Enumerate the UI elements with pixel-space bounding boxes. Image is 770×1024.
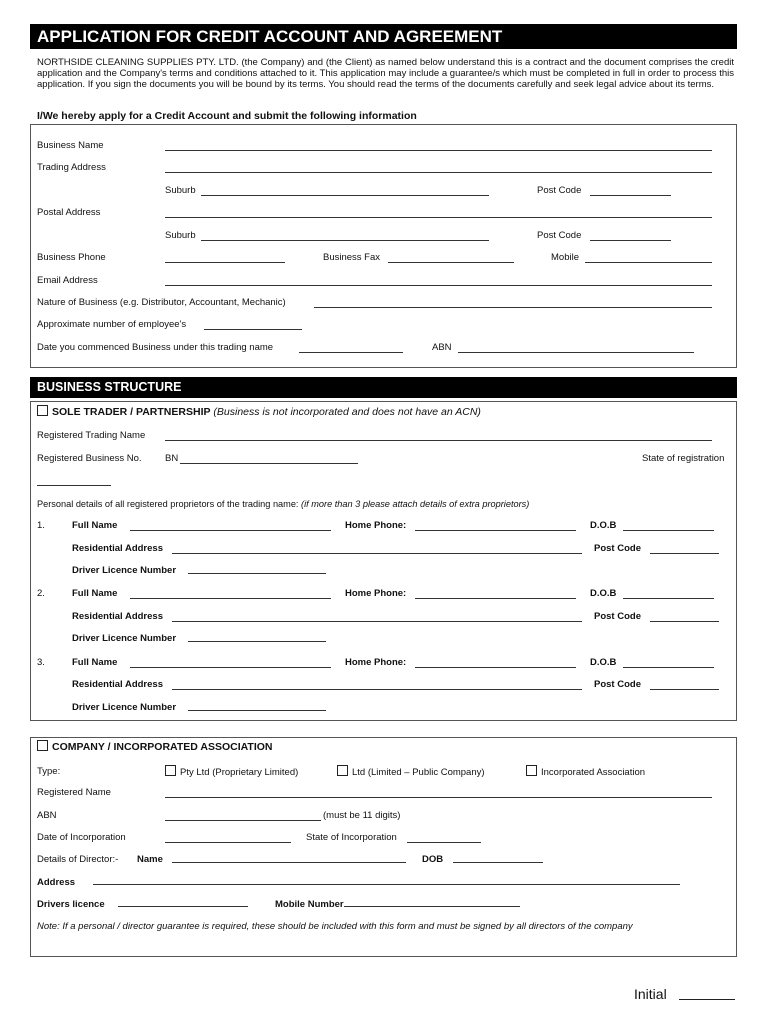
- employees-label: Approximate number of employee's: [37, 319, 187, 330]
- business-fax-field[interactable]: [388, 262, 514, 263]
- pty-option[interactable]: [165, 765, 298, 779]
- email-field[interactable]: [165, 285, 712, 286]
- business-phone-label: Business Phone: [37, 252, 106, 263]
- director-name-field[interactable]: [172, 862, 406, 863]
- trading-post-code-field[interactable]: [590, 195, 671, 196]
- business-fax-label: Business Fax: [323, 252, 381, 263]
- business-name-field[interactable]: [165, 150, 712, 151]
- bn-field[interactable]: [180, 463, 358, 464]
- dob-label: D.O.B: [590, 588, 617, 599]
- full-name-label: Full Name: [72, 588, 118, 599]
- postal-address-field[interactable]: [165, 217, 712, 218]
- intro-paragraph: NORTHSIDE CLEANING SUPPLIES PTY. LTD. (the Company) and (the Client) as named below understand this is a contract and the document comprises the credit application and the Company's terms and conditions attached to it. This application may include a guarantee/s which must be completed in full in order to process this application. If you sign the documents you will be bound by its terms. You should read the terms of the documents carefully and seek legal advice about its terms.: [37, 57, 734, 91]
- home-phone-field[interactable]: [415, 667, 576, 668]
- full-name-field[interactable]: [130, 667, 331, 668]
- full-name-label: Full Name: [72, 520, 118, 531]
- mobile-number-field[interactable]: [344, 906, 520, 907]
- ltd-label: Ltd (Limited – Public Company): [352, 767, 485, 778]
- registered-business-no-label: Registered Business No.: [37, 453, 142, 464]
- home-phone-field[interactable]: [415, 530, 576, 531]
- residential-address-field[interactable]: [172, 553, 582, 554]
- suburb-label: Suburb: [165, 185, 196, 196]
- residential-address-label: Residential Address: [72, 611, 163, 622]
- dob-field[interactable]: [623, 530, 714, 531]
- director-dob-field[interactable]: [453, 862, 543, 863]
- state-of-incorporation-field[interactable]: [407, 842, 481, 843]
- director-dob-label: DOB: [422, 854, 444, 865]
- sole-trader-title-row: [37, 405, 481, 419]
- postal-post-code-label: Post Code: [537, 230, 582, 241]
- director-address-label: Address: [37, 877, 76, 888]
- trading-address-label: Trading Address: [37, 162, 106, 173]
- postal-suburb-field[interactable]: [201, 240, 489, 241]
- business-phone-field[interactable]: [165, 262, 285, 263]
- mobile-number-label: Mobile Number: [275, 899, 344, 910]
- sole-trader-title: SOLE TRADER / PARTNERSHIP: [52, 406, 211, 418]
- registered-name-field[interactable]: [165, 797, 712, 798]
- company-abn-field[interactable]: [165, 820, 321, 821]
- trading-suburb-field[interactable]: [201, 195, 489, 196]
- initial-label: Initial: [634, 986, 667, 1002]
- residential-address-label: Residential Address: [72, 543, 163, 554]
- sole-trader-note: (Business is not incorporated and does not have an ACN): [213, 406, 481, 418]
- proprietor-number: 1.: [37, 520, 45, 531]
- home-phone-field[interactable]: [415, 598, 576, 599]
- inc-checkbox[interactable]: [526, 765, 537, 776]
- residential-address-field[interactable]: [172, 689, 582, 690]
- inc-label: Incorporated Association: [541, 767, 646, 778]
- business-details-box: [30, 124, 737, 368]
- mobile-field[interactable]: [585, 262, 712, 263]
- post-code-label: Post Code: [537, 185, 582, 196]
- driver-licence-field[interactable]: [188, 641, 326, 642]
- drivers-licence-label: Drivers licence: [37, 899, 105, 910]
- post-code-field[interactable]: [650, 553, 719, 554]
- full-name-field[interactable]: [130, 598, 331, 599]
- pty-checkbox[interactable]: [165, 765, 176, 776]
- date-of-incorporation-field[interactable]: [165, 842, 291, 843]
- director-address-field[interactable]: [93, 884, 680, 885]
- sole-trader-box: [30, 401, 737, 721]
- proprietor-number: 2.: [37, 588, 45, 599]
- home-phone-label: Home Phone:: [345, 657, 407, 668]
- state-of-incorporation-label: State of Incorporation: [306, 832, 397, 843]
- post-code-field[interactable]: [650, 621, 719, 622]
- bn-label: BN: [165, 453, 179, 464]
- form-title: APPLICATION FOR CREDIT ACCOUNT AND AGREEMENT: [30, 24, 737, 49]
- business-structure-heading: BUSINESS STRUCTURE: [30, 377, 737, 398]
- abn-label: ABN: [432, 342, 452, 353]
- post-code-label: Post Code: [594, 543, 641, 554]
- company-title: COMPANY / INCORPORATED ASSOCIATION: [52, 741, 273, 753]
- postal-suburb-label: Suburb: [165, 230, 196, 241]
- personal-details-label: Personal details of all registered proprietors of the trading name:: [37, 499, 299, 509]
- postal-address-label: Postal Address: [37, 207, 101, 218]
- dob-field[interactable]: [623, 667, 714, 668]
- state-of-registration-field[interactable]: [37, 485, 111, 486]
- director-details-label: Details of Director:-: [37, 854, 119, 865]
- business-name-label: Business Name: [37, 140, 104, 151]
- postal-post-code-field[interactable]: [590, 240, 671, 241]
- abn-field[interactable]: [458, 352, 694, 353]
- residential-address-field[interactable]: [172, 621, 582, 622]
- residential-address-label: Residential Address: [72, 679, 163, 690]
- date-of-incorporation-label: Date of Incorporation: [37, 832, 126, 843]
- post-code-label: Post Code: [594, 611, 641, 622]
- registered-name-label: Registered Name: [37, 787, 111, 798]
- email-label: Email Address: [37, 275, 98, 286]
- driver-licence-field[interactable]: [188, 710, 326, 711]
- registered-trading-name-label: Registered Trading Name: [37, 430, 146, 441]
- driver-licence-label: Driver Licence Number: [72, 565, 177, 576]
- company-checkbox[interactable]: [37, 740, 48, 751]
- post-code-label: Post Code: [594, 679, 641, 690]
- pty-label: Pty Ltd (Proprietary Limited): [180, 767, 299, 778]
- driver-licence-label: Driver Licence Number: [72, 702, 177, 713]
- nature-of-business-label: Nature of Business (e.g. Distributor, Accountant, Mechanic): [37, 297, 286, 308]
- driver-licence-field[interactable]: [188, 573, 326, 574]
- apply-heading: I/We hereby apply for a Credit Account and submit the following information: [37, 110, 417, 122]
- employees-field[interactable]: [204, 329, 302, 330]
- home-phone-label: Home Phone:: [345, 588, 407, 599]
- state-of-registration-label: State of registration: [642, 453, 725, 464]
- drivers-licence-field[interactable]: [118, 906, 248, 907]
- trading-address-field[interactable]: [165, 172, 712, 173]
- commenced-field[interactable]: [299, 352, 403, 353]
- type-label: Type:: [37, 766, 61, 777]
- proprietor-number: 3.: [37, 657, 45, 668]
- post-code-field[interactable]: [650, 689, 719, 690]
- dob-field[interactable]: [623, 598, 714, 599]
- company-abn-label: ABN: [37, 810, 57, 821]
- sole-trader-checkbox[interactable]: [37, 405, 48, 416]
- driver-licence-label: Driver Licence Number: [72, 633, 177, 644]
- ltd-checkbox[interactable]: [337, 765, 348, 776]
- company-title-row: [37, 740, 273, 754]
- personal-details-row: [37, 498, 529, 510]
- dob-label: D.O.B: [590, 657, 617, 668]
- commenced-label: Date you commenced Business under this trading name: [37, 342, 274, 353]
- guarantee-note: Note: If a personal / director guarantee is required, these should be included with this form and must be signed by all directors of the company: [37, 921, 633, 932]
- ltd-option[interactable]: [337, 765, 485, 779]
- mobile-label: Mobile: [551, 252, 579, 263]
- abn-note: (must be 11 digits): [323, 810, 401, 821]
- full-name-label: Full Name: [72, 657, 118, 668]
- dob-label: D.O.B: [590, 520, 617, 531]
- nature-of-business-field[interactable]: [314, 307, 712, 308]
- director-name-label: Name: [137, 854, 163, 865]
- personal-details-note: (if more than 3 please attach details of extra proprietors): [301, 499, 530, 509]
- full-name-field[interactable]: [130, 530, 331, 531]
- registered-trading-name-field[interactable]: [165, 440, 712, 441]
- home-phone-label: Home Phone:: [345, 520, 407, 531]
- inc-option[interactable]: [526, 765, 645, 779]
- initial-field[interactable]: [679, 999, 735, 1000]
